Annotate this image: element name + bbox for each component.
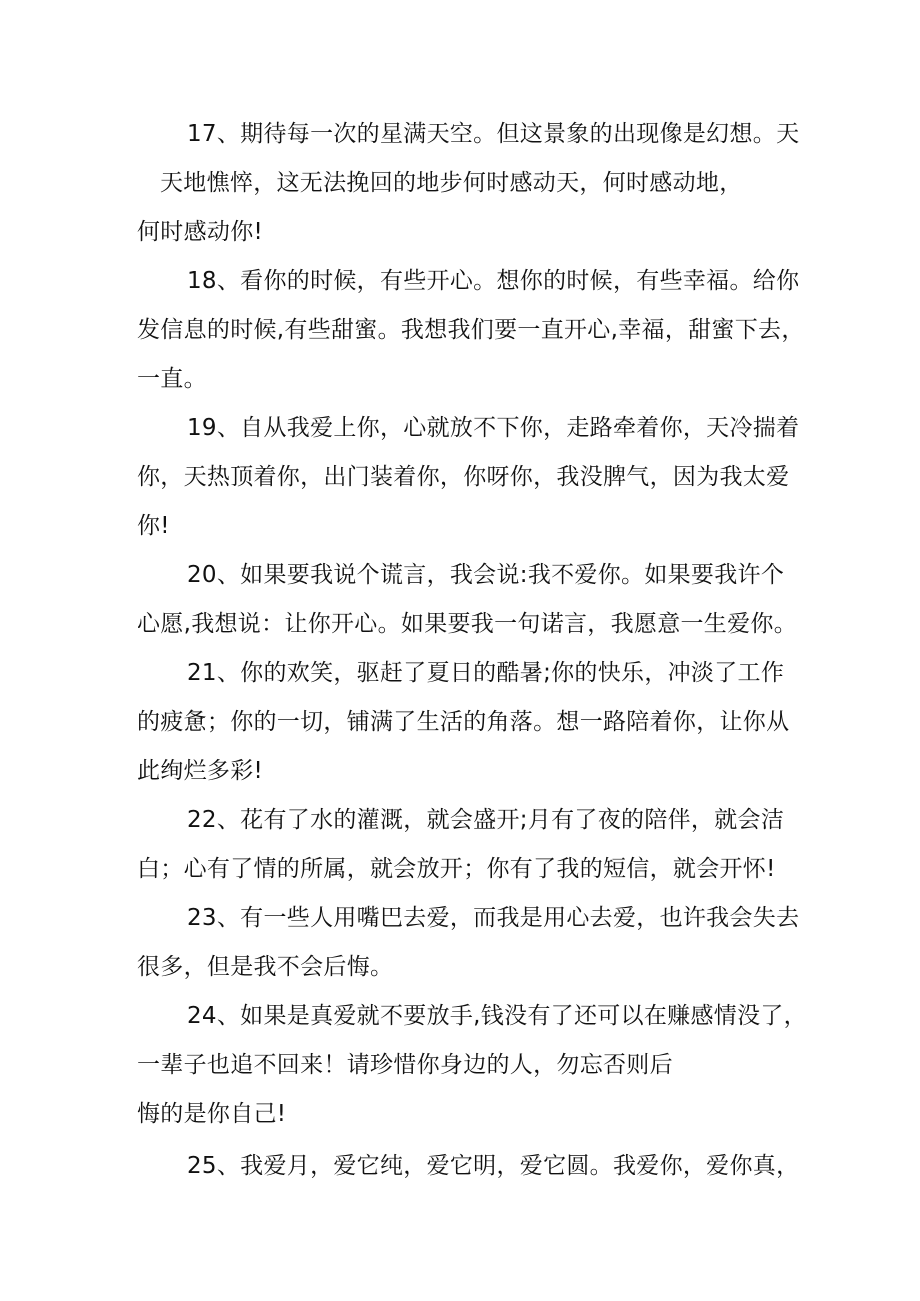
paragraph-18-line-1: 18、看你的时候，有些开心。想你的时候，有些幸福。给你 <box>187 268 800 294</box>
paragraph-18-line-3: 一直。 <box>137 366 207 392</box>
paragraph-21-line-1: 21、你的欢笑，驱赶了夏日的酷暑;你的快乐，冲淡了工作 <box>187 660 785 686</box>
paragraph-23-line-2: 很多，但是我不会后悔。 <box>137 954 394 980</box>
paragraph-19-line-2: 你，天热顶着你，出门装着你，你呀你，我没脾气，因为我太爱 <box>137 464 790 490</box>
paragraph-22-line-1: 22、花有了水的灌溉，就会盛开;月有了夜的陪伴，就会洁 <box>187 807 785 833</box>
paragraph-17-line-2: 天地憔悴，这无法挽回的地步何时感动天，何时感动地， <box>160 170 743 196</box>
paragraph-22-line-2: 白；心有了情的所属，就会放开；你有了我的短信，就会开怀! <box>137 856 776 882</box>
paragraph-23-line-1: 23、有一些人用嘴巴去爱，而我是用心去爱，也许我会失去 <box>187 905 800 931</box>
paragraph-18-line-2: 发信息的时候,有些甜蜜。我想我们要一直开心,幸福，甜蜜下去， <box>137 317 805 343</box>
paragraph-17-line-3: 何时感动你! <box>137 219 264 245</box>
paragraph-24-line-3: 悔的是你自己! <box>137 1101 287 1127</box>
paragraph-21-line-2: 的疲惫；你的一切，铺满了生活的角落。想一路陪着你，让你从 <box>137 709 790 735</box>
paragraph-25-line-1: 25、我爱月，爱它纯，爱它明，爱它圆。我爱你，爱你真， <box>187 1153 800 1179</box>
paragraph-19-line-3: 你! <box>137 513 170 539</box>
paragraph-19-line-1: 19、自从我爱上你，心就放不下你，走路牵着你，天冷揣着 <box>187 415 800 441</box>
paragraph-24-line-1: 24、如果是真爱就不要放手,钱没有了还可以在赚感情没了， <box>187 1003 807 1029</box>
paragraph-24-line-2: 一辈子也追不回来！请珍惜你身边的人，勿忘否则后 <box>137 1052 673 1078</box>
paragraph-20-line-2: 心愿,我想说：让你开心。如果要我一句诺言，我愿意一生爱你。 <box>137 611 798 637</box>
paragraph-17-line-1: 17、期待每一次的星满天空。但这景象的出现像是幻想。天 <box>187 121 800 147</box>
paragraph-20-line-1: 20、如果要我说个谎言，我会说:我不爱你。如果要我许个 <box>187 562 785 588</box>
paragraph-21-line-3: 此绚烂多彩! <box>137 758 264 784</box>
